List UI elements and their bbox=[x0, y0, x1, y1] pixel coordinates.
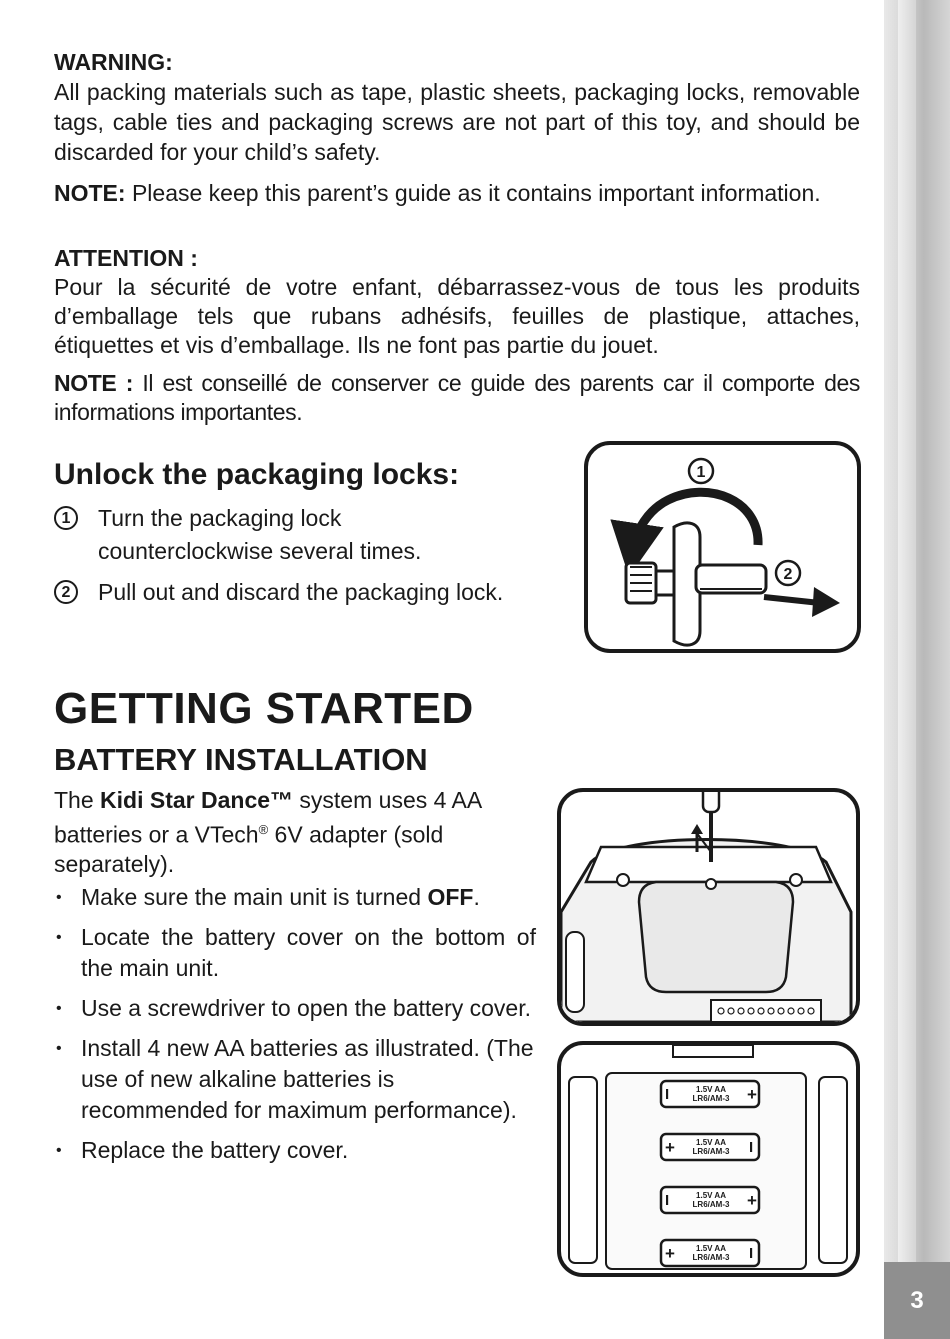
list-item: • Make sure the main unit is turned OFF. bbox=[54, 882, 536, 913]
unlock-title: Unlock the packaging locks: bbox=[54, 458, 460, 491]
svg-text:LR6/AM-3: LR6/AM-3 bbox=[692, 1253, 730, 1262]
side-tab-stripe bbox=[898, 0, 916, 1339]
svg-text:I: I bbox=[665, 1086, 670, 1103]
figure-label-2: 2 bbox=[783, 566, 793, 583]
battery-steps-list bbox=[54, 882, 536, 1175]
intro-text-3: 6V adapter (sold separately). bbox=[54, 821, 444, 877]
note-fr-label: NOTE : bbox=[54, 370, 133, 396]
battery-cover-icon bbox=[561, 792, 856, 1022]
svg-text:+: + bbox=[665, 1244, 675, 1263]
svg-text:I: I bbox=[749, 1245, 754, 1262]
svg-text:I: I bbox=[749, 1139, 754, 1156]
battery-compartment-illustration bbox=[557, 1041, 860, 1277]
attention-text: Pour la sécurité de votre enfant, débarrassez-vous de tous les produits d’emballage tels que rubans adhésifs, feuilles de plastique, attaches, étiquettes et vis d’emballage. Ils ne font pas partie du jouet. bbox=[54, 274, 860, 358]
svg-text:LR6/AM-3: LR6/AM-3 bbox=[692, 1200, 730, 1209]
registered-mark: ® bbox=[258, 822, 269, 837]
step-number-badge: 1 bbox=[54, 506, 78, 530]
battery-1 bbox=[661, 1081, 759, 1107]
battery-4 bbox=[661, 1240, 759, 1266]
svg-text:+: + bbox=[747, 1191, 757, 1210]
svg-text:1.5V AA: 1.5V AA bbox=[696, 1138, 726, 1147]
step-1-line-1: Turn the packaging lock bbox=[98, 505, 342, 531]
svg-text:1.5V AA: 1.5V AA bbox=[696, 1244, 726, 1253]
svg-text:LR6/AM-3: LR6/AM-3 bbox=[692, 1147, 730, 1156]
svg-text:I: I bbox=[665, 1192, 670, 1209]
note-section bbox=[54, 178, 860, 208]
attention-label: ATTENTION : bbox=[54, 245, 198, 271]
battery-compartment-icon bbox=[561, 1045, 856, 1273]
main-unit-bottom-illustration bbox=[557, 788, 860, 1026]
unlock-step-1 bbox=[54, 502, 421, 568]
intro-text-2: system uses 4 AA batteries or a VTech bbox=[54, 787, 481, 848]
svg-text:+: + bbox=[747, 1085, 757, 1104]
warning-label: WARNING: bbox=[54, 49, 173, 75]
battery-installation-title: BATTERY INSTALLATION bbox=[54, 742, 428, 777]
step-1-line-2: counterclockwise several times. bbox=[98, 538, 422, 564]
getting-started-title: GETTING STARTED bbox=[54, 684, 474, 733]
warning-text: All packing materials such as tape, plastic sheets, packaging locks, removable tags, cable ties and packaging screws are not part of this toy, and should be discarded for your child’s safety. bbox=[54, 79, 860, 165]
packaging-lock-icon bbox=[588, 445, 857, 649]
battery-3 bbox=[661, 1187, 759, 1213]
note-text: Please keep this parent’s guide as it contains important information. bbox=[125, 180, 821, 206]
list-item: • Replace the battery cover. bbox=[54, 1135, 536, 1166]
page-number: 3 bbox=[884, 1262, 950, 1339]
warning-section bbox=[54, 48, 860, 167]
battery-intro bbox=[54, 786, 534, 879]
svg-text:+: + bbox=[665, 1138, 675, 1157]
attention-section bbox=[54, 244, 860, 360]
unlock-step-2 bbox=[54, 576, 503, 609]
note-label: NOTE: bbox=[54, 180, 126, 206]
product-name: Kidi Star Dance™ bbox=[100, 787, 294, 813]
intro-text-1: The bbox=[54, 787, 101, 813]
page-side-tab bbox=[884, 0, 950, 1339]
list-item: • Use a screwdriver to open the battery cover. bbox=[54, 993, 536, 1024]
figure-label-1: 1 bbox=[696, 464, 706, 481]
battery-2 bbox=[661, 1134, 759, 1160]
note-fr-text: Il est conseillé de conserver ce guide des parents car il comporte des informations importantes. bbox=[54, 370, 860, 425]
svg-text:1.5V AA: 1.5V AA bbox=[696, 1085, 726, 1094]
list-item: • Locate the battery cover on the bottom of the main unit. bbox=[54, 922, 536, 984]
step-number-badge: 2 bbox=[54, 580, 78, 604]
list-item: • Install 4 new AA batteries as illustrated. (The use of new alkaline batteries is recommended for maximum performance). bbox=[54, 1033, 536, 1126]
svg-text:1.5V AA: 1.5V AA bbox=[696, 1191, 726, 1200]
note-fr-section bbox=[54, 369, 860, 427]
svg-text:LR6/AM-3: LR6/AM-3 bbox=[692, 1094, 730, 1103]
step-2-line-1: Pull out and discard the packaging lock. bbox=[98, 579, 504, 605]
lock-illustration bbox=[584, 441, 861, 653]
unlock-heading-wrap bbox=[54, 458, 459, 492]
